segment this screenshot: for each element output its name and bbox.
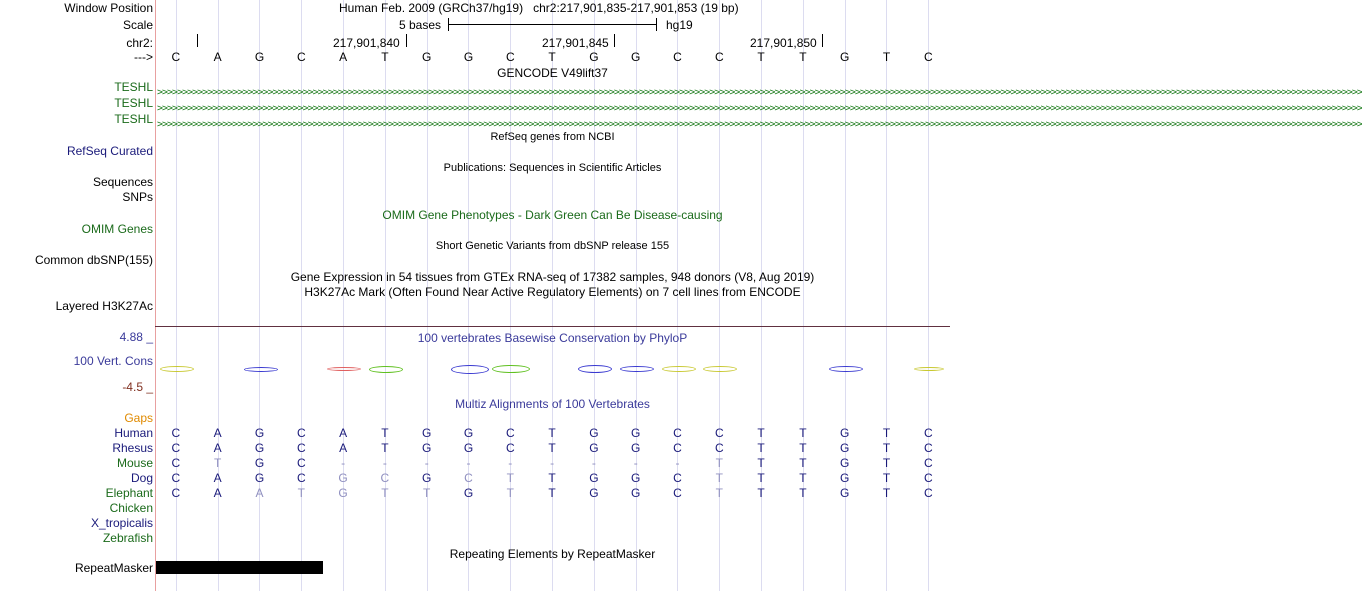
alignment-base: T [214,456,222,470]
sequence-base: A [213,50,222,64]
scale-bar [448,24,656,25]
snps-label[interactable]: SNPs [122,190,153,204]
multiz-track-title: Multiz Alignments of 100 Vertebrates [455,397,650,411]
alignment-base: C [296,426,306,440]
alignment-base: G [254,456,265,470]
alignment-base: T [548,441,556,455]
sequence-base: G [589,50,599,64]
layered-h3k27ac-label[interactable]: Layered H3K27Ac [55,299,153,313]
alignment-base: C [923,441,933,455]
gencode-gene-label-1[interactable]: TESHL [114,80,153,94]
alignment-base: C [171,441,181,455]
alignment-species-label[interactable]: Chicken [109,501,153,515]
alignment-base: G [254,471,265,485]
ruler-coord-2: 217,901,845 [542,36,609,50]
scale-bar-right-tick [656,18,657,31]
sequence-base: G [463,50,474,64]
sequence-base: T [548,50,556,64]
alignment-base: T [548,471,556,485]
sequence-base: C [505,50,515,64]
alignment-species-label[interactable]: Rhesus [112,441,153,455]
alignment-base: - [675,456,680,470]
alignment-base: C [505,441,515,455]
alignment-base: C [673,441,682,455]
strand-arrow-label[interactable]: ---> [134,50,153,64]
alignment-base: - [591,456,596,470]
alignment-base: G [338,486,348,500]
alignment-base: T [381,441,389,455]
sequence-base: T [381,50,389,64]
refseq-curated-label[interactable]: RefSeq Curated [66,144,153,158]
alignment-base: T [799,426,807,440]
alignment-base: T [799,471,807,485]
alignment-base: T [548,426,556,440]
window-position-label: Window Position [64,1,153,15]
alignment-species-label[interactable]: Dog [130,471,153,485]
phylop-top-border [155,326,950,327]
sequence-base: C [296,50,306,64]
chr-label: chr2: [126,36,153,50]
phylop-conservation-glyph [578,365,612,373]
repeatmasker-track-title: Repeating Elements by RepeatMasker [449,547,656,561]
alignment-base: T [882,441,891,455]
alignment-base: C [380,471,390,485]
gtex-track-title: Gene Expression in 54 tissues from GTEx RNA-seq of 17382 samples, 948 donors (V8, Aug 2019) [290,270,815,284]
ruler-tick [197,34,198,47]
alignment-base: A [213,486,222,500]
alignment-base: G [840,456,850,470]
phylop-conservation-glyph [620,366,654,372]
gencode-track-title: GENCODE V49lift37 [497,66,608,80]
sequence-base: A [339,50,348,64]
common-dbsnp-label[interactable]: Common dbSNP(155) [34,253,153,267]
h3k27ac-track-title: H3K27Ac Mark (Often Found Near Active Regulatory Elements) on 7 cell lines from ENCODE [304,285,801,299]
scale-label: Scale [122,18,153,32]
sequence-base: C [714,50,724,64]
alignment-base: A [255,486,264,500]
alignment-base: T [715,471,723,485]
gaps-label[interactable]: Gaps [124,411,153,425]
alignment-base: C [464,471,473,485]
alignment-base: G [840,486,850,500]
alignment-base: A [339,441,348,455]
alignment-base: G [589,471,599,485]
alignment-base: C [505,426,515,440]
alignment-base: T [757,471,765,485]
alignment-base: G [631,426,641,440]
ruler-coord-3: 217,901,850 [750,36,817,50]
scale-text: 5 bases [399,18,442,32]
alignment-base: C [673,471,682,485]
alignment-base: T [715,456,723,470]
sequence-base: G [840,50,850,64]
repeatmasker-element[interactable] [156,561,323,574]
alignment-base: - [466,456,471,470]
alignment-species-label[interactable]: Zebrafish [102,531,153,545]
phylop-conservation-glyph [327,367,361,371]
omim-track-title: OMIM Gene Phenotypes - Dark Green Can Be Disease-causing [382,208,723,222]
alignment-base: C [923,486,933,500]
alignment-base: T [423,486,431,500]
alignment-base: G [254,426,265,440]
ruler-tick [406,34,407,47]
alignment-base: C [923,471,933,485]
alignment-base: C [714,426,724,440]
alignment-base: G [422,426,432,440]
alignment-base: C [923,426,933,440]
alignment-base: G [840,471,850,485]
alignment-base: T [799,456,807,470]
alignment-base: - [341,456,346,470]
window-position-text[interactable]: Human Feb. 2009 (GRCh37/hg19) chr2:217,901,835-217,901,853 (19 bp) [339,1,739,15]
alignment-base: G [463,426,474,440]
phylop-track-title: 100 vertebrates Basewise Conservation by PhyloP [417,331,688,345]
alignment-base: C [673,486,682,500]
alignment-base: A [213,441,222,455]
publications-track-title: Publications: Sequences in Scientific Articles [443,162,662,174]
alignment-base: T [506,486,514,500]
sequences-label[interactable]: Sequences [92,175,153,189]
alignment-base: C [923,456,933,470]
alignment-base: A [213,426,222,440]
alignment-base: T [882,456,891,470]
alignment-base: C [296,471,306,485]
gencode-gene-label-2[interactable]: TESHL [114,96,153,110]
alignment-base: G [338,471,348,485]
alignment-base: A [213,471,222,485]
alignment-base: T [548,486,556,500]
alignment-base: G [589,486,599,500]
ruler-tick [822,34,823,47]
gencode-gene-label-3[interactable]: TESHL [114,112,153,126]
alignment-base: G [463,441,474,455]
sequence-base: T [882,50,891,64]
alignment-base: G [631,471,641,485]
alignment-base: C [171,456,181,470]
alignment-base: G [589,441,599,455]
alignment-base: T [757,426,765,440]
alignment-base: T [882,471,891,485]
alignment-species-label[interactable]: X_tropicalis [90,516,153,530]
alignment-base: - [633,456,638,470]
alignment-species-label[interactable]: Human [114,426,153,440]
alignment-base: T [715,486,723,500]
alignment-base: T [799,441,807,455]
alignment-base: C [296,441,306,455]
alignment-base: T [381,426,389,440]
alignment-base: T [799,486,807,500]
alignment-base: T [297,486,305,500]
alignment-base: G [463,486,474,500]
alignment-base: - [382,456,387,470]
omim-genes-label[interactable]: OMIM Genes [81,222,153,236]
alignment-base: C [171,426,181,440]
alignment-base: G [589,426,599,440]
alignment-base: - [508,456,513,470]
alignment-base: G [422,441,432,455]
alignment-base: G [840,441,850,455]
alignment-base: T [757,441,765,455]
phylop-conservation-glyph [244,367,278,372]
repeatmasker-label[interactable]: RepeatMasker [74,561,153,575]
alignment-base: G [254,441,265,455]
alignment-base: G [631,441,641,455]
sequence-base: G [631,50,641,64]
sequence-base: G [422,50,432,64]
alignment-base: G [422,471,432,485]
alignment-species-label[interactable]: Mouse [116,456,153,470]
phylop-label[interactable]: 100 Vert. Cons [73,354,153,368]
alignment-base: T [882,426,891,440]
phylop-max-label: 4.88 _ [119,330,153,344]
sequence-base: C [673,50,682,64]
refseq-track-title: RefSeq genes from NCBI [490,131,615,143]
alignment-base: C [296,456,306,470]
gencode-gene-1[interactable]: >>>>>>>>>>>>>>>>>>>>>>>>>>>>>>>>>>>>>>>>>>>>>>>>>>>>>>>>>>>>>>>>>>>>>>>>>>>>>>>>>>>>>>>>>>>>>>>>>>>>>>>>>>>>>>>>>>>>>>>>>>>>>>>>>>>>>>>>>>>>>>>>>>>>>>>>>>>>>>>>>>>>>>>>>>>>>>>>>>>>>>>>>>>>>>>>>>>>>>>>>>>>>>>>>>>>>>>>>>>>>>>>>>>>>>>>>>>>>>>> [157,87,1362,98]
alignment-base: C [673,426,682,440]
alignment-base: T [882,486,891,500]
phylop-conservation-glyph [829,366,863,372]
gencode-gene-3[interactable]: >>>>>>>>>>>>>>>>>>>>>>>>>>>>>>>>>>>>>>>>>>>>>>>>>>>>>>>>>>>>>>>>>>>>>>>>>>>>>>>>>>>>>>>>>>>>>>>>>>>>>>>>>>>>>>>>>>>>>>>>>>>>>>>>>>>>>>>>>>>>>>>>>>>>>>>>>>>>>>>>>>>>>>>>>>>>>>>>>>>>>>>>>>>>>>>>>>>>>>>>>>>>>>>>>>>>>>>>>>>>>>>>>>>>>>>>>>>>>>>> [157,119,1362,130]
alignment-base: T [757,486,765,500]
sequence-base: G [254,50,265,64]
phylop-conservation-glyph [160,366,194,372]
phylop-conservation-glyph [451,365,489,374]
alignment-base: T [506,471,514,485]
scale-bar-left-tick [448,18,449,31]
sequence-base: C [923,50,933,64]
ruler-coord-1: 217,901,840 [333,36,400,50]
alignment-base: C [171,471,181,485]
alignment-base: A [339,426,348,440]
sequence-base: T [757,50,765,64]
alignment-base: G [840,426,850,440]
ruler-tick [614,34,615,47]
alignment-base: C [171,486,181,500]
sequence-base: T [799,50,807,64]
alignment-base: - [550,456,555,470]
alignment-base: T [381,486,389,500]
alignment-base: G [631,486,641,500]
alignment-base: C [714,441,724,455]
scale-assembly: hg19 [666,18,693,32]
sequence-base: C [171,50,181,64]
phylop-min-label: -4.5 _ [122,380,153,394]
alignment-base: - [424,456,429,470]
alignment-species-label[interactable]: Elephant [105,486,153,500]
phylop-conservation-glyph [662,366,696,372]
dbsnp-track-title: Short Genetic Variants from dbSNP release 155 [435,240,670,252]
phylop-conservation-glyph [369,366,403,373]
alignment-base: T [757,456,765,470]
gencode-gene-2[interactable]: >>>>>>>>>>>>>>>>>>>>>>>>>>>>>>>>>>>>>>>>>>>>>>>>>>>>>>>>>>>>>>>>>>>>>>>>>>>>>>>>>>>>>>>>>>>>>>>>>>>>>>>>>>>>>>>>>>>>>>>>>>>>>>>>>>>>>>>>>>>>>>>>>>>>>>>>>>>>>>>>>>>>>>>>>>>>>>>>>>>>>>>>>>>>>>>>>>>>>>>>>>>>>>>>>>>>>>>>>>>>>>>>>>>>>>>>>>>>>>>> [157,103,1362,114]
